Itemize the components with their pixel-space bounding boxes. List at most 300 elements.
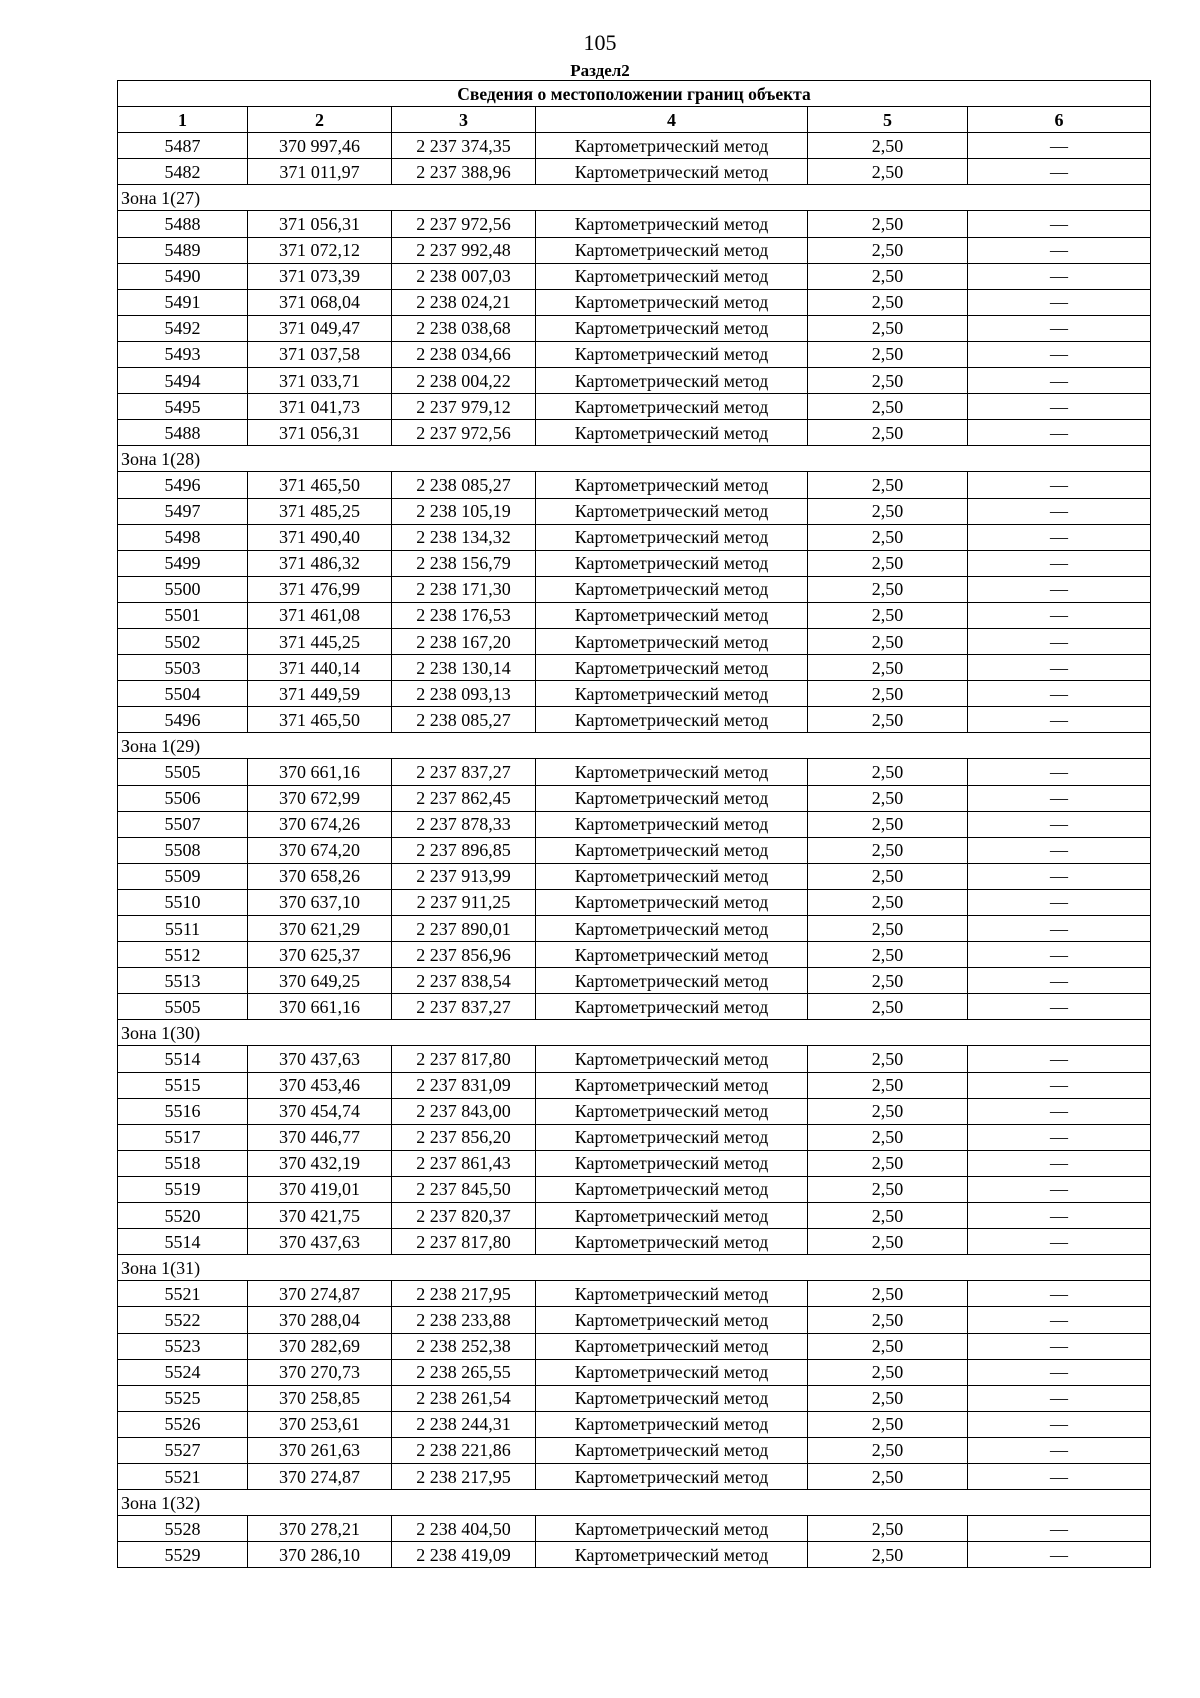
x-coordinate-cell: 370 674,26	[248, 811, 392, 837]
description-cell: —	[968, 1516, 1151, 1542]
x-coordinate-cell: 370 661,16	[248, 759, 392, 785]
x-coordinate-cell: 370 649,25	[248, 968, 392, 994]
description-cell: —	[968, 628, 1151, 654]
description-cell: —	[968, 159, 1151, 185]
zone-label: Зона 1(30)	[118, 1020, 1151, 1046]
y-coordinate-cell: 2 238 171,30	[392, 576, 536, 602]
accuracy-cell: 2,50	[808, 524, 968, 550]
table-row	[118, 524, 1151, 550]
description-cell: —	[968, 837, 1151, 863]
y-coordinate-cell: 2 237 820,37	[392, 1203, 536, 1229]
accuracy-cell: 2,50	[808, 1150, 968, 1176]
accuracy-cell: 2,50	[808, 368, 968, 394]
method-cell: Картометрический метод	[536, 655, 808, 681]
table-row	[118, 1437, 1151, 1463]
accuracy-cell: 2,50	[808, 916, 968, 942]
x-coordinate-cell: 371 037,58	[248, 341, 392, 367]
y-coordinate-cell: 2 238 167,20	[392, 628, 536, 654]
description-cell: —	[968, 1385, 1151, 1411]
description-cell: —	[968, 681, 1151, 707]
x-coordinate-cell: 370 674,20	[248, 837, 392, 863]
point-number-cell: 5495	[118, 394, 248, 420]
x-coordinate-cell: 370 997,46	[248, 133, 392, 159]
description-cell: —	[968, 1281, 1151, 1307]
table-row	[118, 1385, 1151, 1411]
description-cell: —	[968, 1437, 1151, 1463]
accuracy-cell: 2,50	[808, 1203, 968, 1229]
description-cell: —	[968, 289, 1151, 315]
point-number-cell: 5490	[118, 263, 248, 289]
point-number-cell: 5521	[118, 1463, 248, 1489]
accuracy-cell: 2,50	[808, 263, 968, 289]
description-cell: —	[968, 785, 1151, 811]
x-coordinate-cell: 370 637,10	[248, 889, 392, 915]
point-number-cell: 5491	[118, 289, 248, 315]
method-cell: Картометрический метод	[536, 1098, 808, 1124]
point-number-cell: 5516	[118, 1098, 248, 1124]
point-number-cell: 5497	[118, 498, 248, 524]
y-coordinate-cell: 2 237 374,35	[392, 133, 536, 159]
method-cell: Картометрический метод	[536, 759, 808, 785]
table-row	[118, 1203, 1151, 1229]
method-cell: Картометрический метод	[536, 1281, 808, 1307]
y-coordinate-cell: 2 238 156,79	[392, 550, 536, 576]
x-coordinate-cell: 371 490,40	[248, 524, 392, 550]
y-coordinate-cell: 2 238 024,21	[392, 289, 536, 315]
point-number-cell: 5514	[118, 1046, 248, 1072]
x-coordinate-cell: 371 440,14	[248, 655, 392, 681]
point-number-cell: 5519	[118, 1176, 248, 1202]
y-coordinate-cell: 2 237 856,96	[392, 942, 536, 968]
method-cell: Картометрический метод	[536, 785, 808, 811]
table-row	[118, 785, 1151, 811]
x-coordinate-cell: 370 274,87	[248, 1463, 392, 1489]
method-cell: Картометрический метод	[536, 942, 808, 968]
method-cell: Картометрический метод	[536, 341, 808, 367]
description-cell: —	[968, 1046, 1151, 1072]
x-coordinate-cell: 371 461,08	[248, 602, 392, 628]
description-cell: —	[968, 133, 1151, 159]
point-number-cell: 5513	[118, 968, 248, 994]
table-row	[118, 628, 1151, 654]
description-cell: —	[968, 1124, 1151, 1150]
point-number-cell: 5505	[118, 759, 248, 785]
description-cell: —	[968, 994, 1151, 1020]
x-coordinate-cell: 370 282,69	[248, 1333, 392, 1359]
y-coordinate-cell: 2 237 837,27	[392, 994, 536, 1020]
zone-label: Зона 1(29)	[118, 733, 1151, 759]
y-coordinate-cell: 2 237 843,00	[392, 1098, 536, 1124]
y-coordinate-cell: 2 237 861,43	[392, 1150, 536, 1176]
table-row	[118, 1516, 1151, 1542]
table-row	[118, 1359, 1151, 1385]
description-cell: —	[968, 498, 1151, 524]
accuracy-cell: 2,50	[808, 942, 968, 968]
zone-label: Зона 1(31)	[118, 1255, 1151, 1281]
description-cell: —	[968, 602, 1151, 628]
description-cell: —	[968, 550, 1151, 576]
description-cell: —	[968, 1176, 1151, 1202]
table-row	[118, 237, 1151, 263]
method-cell: Картометрический метод	[536, 315, 808, 341]
point-number-cell: 5509	[118, 863, 248, 889]
table-caption: Сведения о местоположении границ объекта	[118, 81, 1151, 107]
method-cell: Картометрический метод	[536, 916, 808, 942]
method-cell: Картометрический метод	[536, 1411, 808, 1437]
zone-label: Зона 1(28)	[118, 446, 1151, 472]
point-number-cell: 5496	[118, 707, 248, 733]
table-row	[118, 1542, 1151, 1568]
x-coordinate-cell: 371 465,50	[248, 707, 392, 733]
y-coordinate-cell: 2 238 244,31	[392, 1411, 536, 1437]
accuracy-cell: 2,50	[808, 1046, 968, 1072]
description-cell: —	[968, 394, 1151, 420]
column-header: 1	[118, 107, 248, 133]
point-number-cell: 5522	[118, 1307, 248, 1333]
accuracy-cell: 2,50	[808, 1385, 968, 1411]
method-cell: Картометрический метод	[536, 289, 808, 315]
accuracy-cell: 2,50	[808, 1359, 968, 1385]
table-row	[118, 498, 1151, 524]
x-coordinate-cell: 370 270,73	[248, 1359, 392, 1385]
y-coordinate-cell: 2 237 896,85	[392, 837, 536, 863]
y-coordinate-cell: 2 237 838,54	[392, 968, 536, 994]
accuracy-cell: 2,50	[808, 759, 968, 785]
y-coordinate-cell: 2 238 221,86	[392, 1437, 536, 1463]
accuracy-cell: 2,50	[808, 968, 968, 994]
method-cell: Картометрический метод	[536, 628, 808, 654]
zone-row	[118, 1490, 1151, 1516]
accuracy-cell: 2,50	[808, 1437, 968, 1463]
point-number-cell: 5493	[118, 341, 248, 367]
x-coordinate-cell: 371 049,47	[248, 315, 392, 341]
x-coordinate-cell: 370 454,74	[248, 1098, 392, 1124]
y-coordinate-cell: 2 237 979,12	[392, 394, 536, 420]
x-coordinate-cell: 371 485,25	[248, 498, 392, 524]
y-coordinate-cell: 2 238 419,09	[392, 1542, 536, 1568]
y-coordinate-cell: 2 238 217,95	[392, 1463, 536, 1489]
zone-row	[118, 1020, 1151, 1046]
point-number-cell: 5503	[118, 655, 248, 681]
table-row	[118, 1281, 1151, 1307]
table-row	[118, 1176, 1151, 1202]
method-cell: Картометрический метод	[536, 968, 808, 994]
description-cell: —	[968, 1333, 1151, 1359]
accuracy-cell: 2,50	[808, 1124, 968, 1150]
description-cell: —	[968, 811, 1151, 837]
y-coordinate-cell: 2 238 130,14	[392, 655, 536, 681]
accuracy-cell: 2,50	[808, 394, 968, 420]
description-cell: —	[968, 1411, 1151, 1437]
accuracy-cell: 2,50	[808, 863, 968, 889]
table-row	[118, 707, 1151, 733]
table-row	[118, 1124, 1151, 1150]
x-coordinate-cell: 370 625,37	[248, 942, 392, 968]
x-coordinate-cell: 371 449,59	[248, 681, 392, 707]
point-number-cell: 5523	[118, 1333, 248, 1359]
x-coordinate-cell: 370 274,87	[248, 1281, 392, 1307]
description-cell: —	[968, 524, 1151, 550]
x-coordinate-cell: 370 253,61	[248, 1411, 392, 1437]
y-coordinate-cell: 2 238 233,88	[392, 1307, 536, 1333]
description-cell: —	[968, 1359, 1151, 1385]
column-header: 6	[968, 107, 1151, 133]
x-coordinate-cell: 370 421,75	[248, 1203, 392, 1229]
table-row	[118, 1411, 1151, 1437]
accuracy-cell: 2,50	[808, 1229, 968, 1255]
accuracy-cell: 2,50	[808, 315, 968, 341]
y-coordinate-cell: 2 238 085,27	[392, 707, 536, 733]
y-coordinate-cell: 2 237 878,33	[392, 811, 536, 837]
point-number-cell: 5518	[118, 1150, 248, 1176]
table-body	[118, 133, 1151, 1568]
point-number-cell: 5487	[118, 133, 248, 159]
point-number-cell: 5489	[118, 237, 248, 263]
table-row	[118, 159, 1151, 185]
x-coordinate-cell: 371 033,71	[248, 368, 392, 394]
y-coordinate-cell: 2 237 890,01	[392, 916, 536, 942]
x-coordinate-cell: 370 258,85	[248, 1385, 392, 1411]
y-coordinate-cell: 2 238 038,68	[392, 315, 536, 341]
point-number-cell: 5527	[118, 1437, 248, 1463]
table-row	[118, 916, 1151, 942]
description-cell: —	[968, 576, 1151, 602]
y-coordinate-cell: 2 238 105,19	[392, 498, 536, 524]
y-coordinate-cell: 2 238 004,22	[392, 368, 536, 394]
table-row	[118, 1046, 1151, 1072]
method-cell: Картометрический метод	[536, 837, 808, 863]
table-row	[118, 394, 1151, 420]
point-number-cell: 5494	[118, 368, 248, 394]
method-cell: Картометрический метод	[536, 211, 808, 237]
accuracy-cell: 2,50	[808, 628, 968, 654]
method-cell: Картометрический метод	[536, 394, 808, 420]
point-number-cell: 5482	[118, 159, 248, 185]
description-cell: —	[968, 211, 1151, 237]
point-number-cell: 5521	[118, 1281, 248, 1307]
description-cell: —	[968, 1229, 1151, 1255]
x-coordinate-cell: 370 286,10	[248, 1542, 392, 1568]
point-number-cell: 5524	[118, 1359, 248, 1385]
y-coordinate-cell: 2 238 176,53	[392, 602, 536, 628]
table-row	[118, 1307, 1151, 1333]
accuracy-cell: 2,50	[808, 707, 968, 733]
y-coordinate-cell: 2 237 992,48	[392, 237, 536, 263]
accuracy-cell: 2,50	[808, 837, 968, 863]
column-header: 4	[536, 107, 808, 133]
point-number-cell: 5505	[118, 994, 248, 1020]
y-coordinate-cell: 2 237 972,56	[392, 211, 536, 237]
table-row	[118, 420, 1151, 446]
x-coordinate-cell: 370 437,63	[248, 1229, 392, 1255]
section-title: Раздел2	[570, 61, 630, 80]
y-coordinate-cell: 2 238 085,27	[392, 472, 536, 498]
x-coordinate-cell: 371 011,97	[248, 159, 392, 185]
method-cell: Картометрический метод	[536, 498, 808, 524]
x-coordinate-cell: 370 288,04	[248, 1307, 392, 1333]
y-coordinate-cell: 2 237 388,96	[392, 159, 536, 185]
x-coordinate-cell: 371 476,99	[248, 576, 392, 602]
accuracy-cell: 2,50	[808, 811, 968, 837]
page-number: 105	[583, 30, 617, 55]
method-cell: Картометрический метод	[536, 1124, 808, 1150]
accuracy-cell: 2,50	[808, 550, 968, 576]
description-cell: —	[968, 1203, 1151, 1229]
zone-label: Зона 1(27)	[118, 185, 1151, 211]
table-row	[118, 942, 1151, 968]
accuracy-cell: 2,50	[808, 889, 968, 915]
zone-label: Зона 1(32)	[118, 1490, 1151, 1516]
y-coordinate-cell: 2 237 856,20	[392, 1124, 536, 1150]
table-row	[118, 602, 1151, 628]
y-coordinate-cell: 2 237 817,80	[392, 1046, 536, 1072]
description-cell: —	[968, 315, 1151, 341]
description-cell: —	[968, 341, 1151, 367]
zone-row	[118, 446, 1151, 472]
table-row	[118, 550, 1151, 576]
point-number-cell: 5517	[118, 1124, 248, 1150]
x-coordinate-cell: 370 261,63	[248, 1437, 392, 1463]
y-coordinate-cell: 2 238 093,13	[392, 681, 536, 707]
method-cell: Картометрический метод	[536, 159, 808, 185]
description-cell: —	[968, 1463, 1151, 1489]
accuracy-cell: 2,50	[808, 785, 968, 811]
point-number-cell: 5525	[118, 1385, 248, 1411]
accuracy-cell: 2,50	[808, 655, 968, 681]
method-cell: Картометрический метод	[536, 994, 808, 1020]
point-number-cell: 5507	[118, 811, 248, 837]
y-coordinate-cell: 2 238 034,66	[392, 341, 536, 367]
y-coordinate-cell: 2 238 217,95	[392, 1281, 536, 1307]
description-cell: —	[968, 759, 1151, 785]
point-number-cell: 5511	[118, 916, 248, 942]
x-coordinate-cell: 371 056,31	[248, 211, 392, 237]
accuracy-cell: 2,50	[808, 498, 968, 524]
description-cell: —	[968, 707, 1151, 733]
accuracy-cell: 2,50	[808, 133, 968, 159]
method-cell: Картометрический метод	[536, 1229, 808, 1255]
description-cell: —	[968, 1542, 1151, 1568]
column-header: 3	[392, 107, 536, 133]
y-coordinate-cell: 2 237 913,99	[392, 863, 536, 889]
y-coordinate-cell: 2 237 911,25	[392, 889, 536, 915]
point-number-cell: 5510	[118, 889, 248, 915]
table-row	[118, 368, 1151, 394]
accuracy-cell: 2,50	[808, 472, 968, 498]
x-coordinate-cell: 370 419,01	[248, 1176, 392, 1202]
table-row	[118, 1463, 1151, 1489]
x-coordinate-cell: 370 453,46	[248, 1072, 392, 1098]
point-number-cell: 5508	[118, 837, 248, 863]
method-cell: Картометрический метод	[536, 1437, 808, 1463]
point-number-cell: 5496	[118, 472, 248, 498]
x-coordinate-cell: 370 672,99	[248, 785, 392, 811]
accuracy-cell: 2,50	[808, 159, 968, 185]
table-row	[118, 263, 1151, 289]
accuracy-cell: 2,50	[808, 1411, 968, 1437]
description-cell: —	[968, 472, 1151, 498]
description-cell: —	[968, 655, 1151, 681]
y-coordinate-cell: 2 237 831,09	[392, 1072, 536, 1098]
x-coordinate-cell: 371 465,50	[248, 472, 392, 498]
point-number-cell: 5528	[118, 1516, 248, 1542]
description-cell: —	[968, 263, 1151, 289]
description-cell: —	[968, 420, 1151, 446]
accuracy-cell: 2,50	[808, 1463, 968, 1489]
x-coordinate-cell: 371 073,39	[248, 263, 392, 289]
point-number-cell: 5498	[118, 524, 248, 550]
x-coordinate-cell: 370 432,19	[248, 1150, 392, 1176]
table-row	[118, 1098, 1151, 1124]
accuracy-cell: 2,50	[808, 681, 968, 707]
x-coordinate-cell: 371 056,31	[248, 420, 392, 446]
method-cell: Картометрический метод	[536, 889, 808, 915]
method-cell: Картометрический метод	[536, 1150, 808, 1176]
y-coordinate-cell: 2 237 817,80	[392, 1229, 536, 1255]
y-coordinate-cell: 2 238 007,03	[392, 263, 536, 289]
point-number-cell: 5514	[118, 1229, 248, 1255]
column-number-row	[118, 107, 1151, 133]
method-cell: Картометрический метод	[536, 133, 808, 159]
table-row	[118, 211, 1151, 237]
method-cell: Картометрический метод	[536, 1463, 808, 1489]
description-cell: —	[968, 968, 1151, 994]
accuracy-cell: 2,50	[808, 602, 968, 628]
description-cell: —	[968, 1098, 1151, 1124]
method-cell: Картометрический метод	[536, 1046, 808, 1072]
accuracy-cell: 2,50	[808, 1516, 968, 1542]
x-coordinate-cell: 371 068,04	[248, 289, 392, 315]
table-row	[118, 1229, 1151, 1255]
y-coordinate-cell: 2 237 862,45	[392, 785, 536, 811]
description-cell: —	[968, 1307, 1151, 1333]
method-cell: Картометрический метод	[536, 237, 808, 263]
x-coordinate-cell: 370 658,26	[248, 863, 392, 889]
accuracy-cell: 2,50	[808, 289, 968, 315]
point-number-cell: 5529	[118, 1542, 248, 1568]
description-cell: —	[968, 1150, 1151, 1176]
column-header: 5	[808, 107, 968, 133]
method-cell: Картометрический метод	[536, 1203, 808, 1229]
point-number-cell: 5488	[118, 420, 248, 446]
y-coordinate-cell: 2 238 265,55	[392, 1359, 536, 1385]
description-cell: —	[968, 916, 1151, 942]
point-number-cell: 5520	[118, 1203, 248, 1229]
x-coordinate-cell: 370 446,77	[248, 1124, 392, 1150]
accuracy-cell: 2,50	[808, 1542, 968, 1568]
table-row	[118, 994, 1151, 1020]
x-coordinate-cell: 371 072,12	[248, 237, 392, 263]
method-cell: Картометрический метод	[536, 1176, 808, 1202]
table-row	[118, 968, 1151, 994]
table-row	[118, 863, 1151, 889]
table-row	[118, 1150, 1151, 1176]
y-coordinate-cell: 2 238 261,54	[392, 1385, 536, 1411]
zone-row	[118, 185, 1151, 211]
accuracy-cell: 2,50	[808, 1281, 968, 1307]
description-cell: —	[968, 889, 1151, 915]
point-number-cell: 5502	[118, 628, 248, 654]
table-row	[118, 1072, 1151, 1098]
description-cell: —	[968, 1072, 1151, 1098]
accuracy-cell: 2,50	[808, 420, 968, 446]
x-coordinate-cell: 371 486,32	[248, 550, 392, 576]
point-number-cell: 5488	[118, 211, 248, 237]
x-coordinate-cell: 371 445,25	[248, 628, 392, 654]
method-cell: Картометрический метод	[536, 420, 808, 446]
method-cell: Картометрический метод	[536, 472, 808, 498]
description-cell: —	[968, 368, 1151, 394]
